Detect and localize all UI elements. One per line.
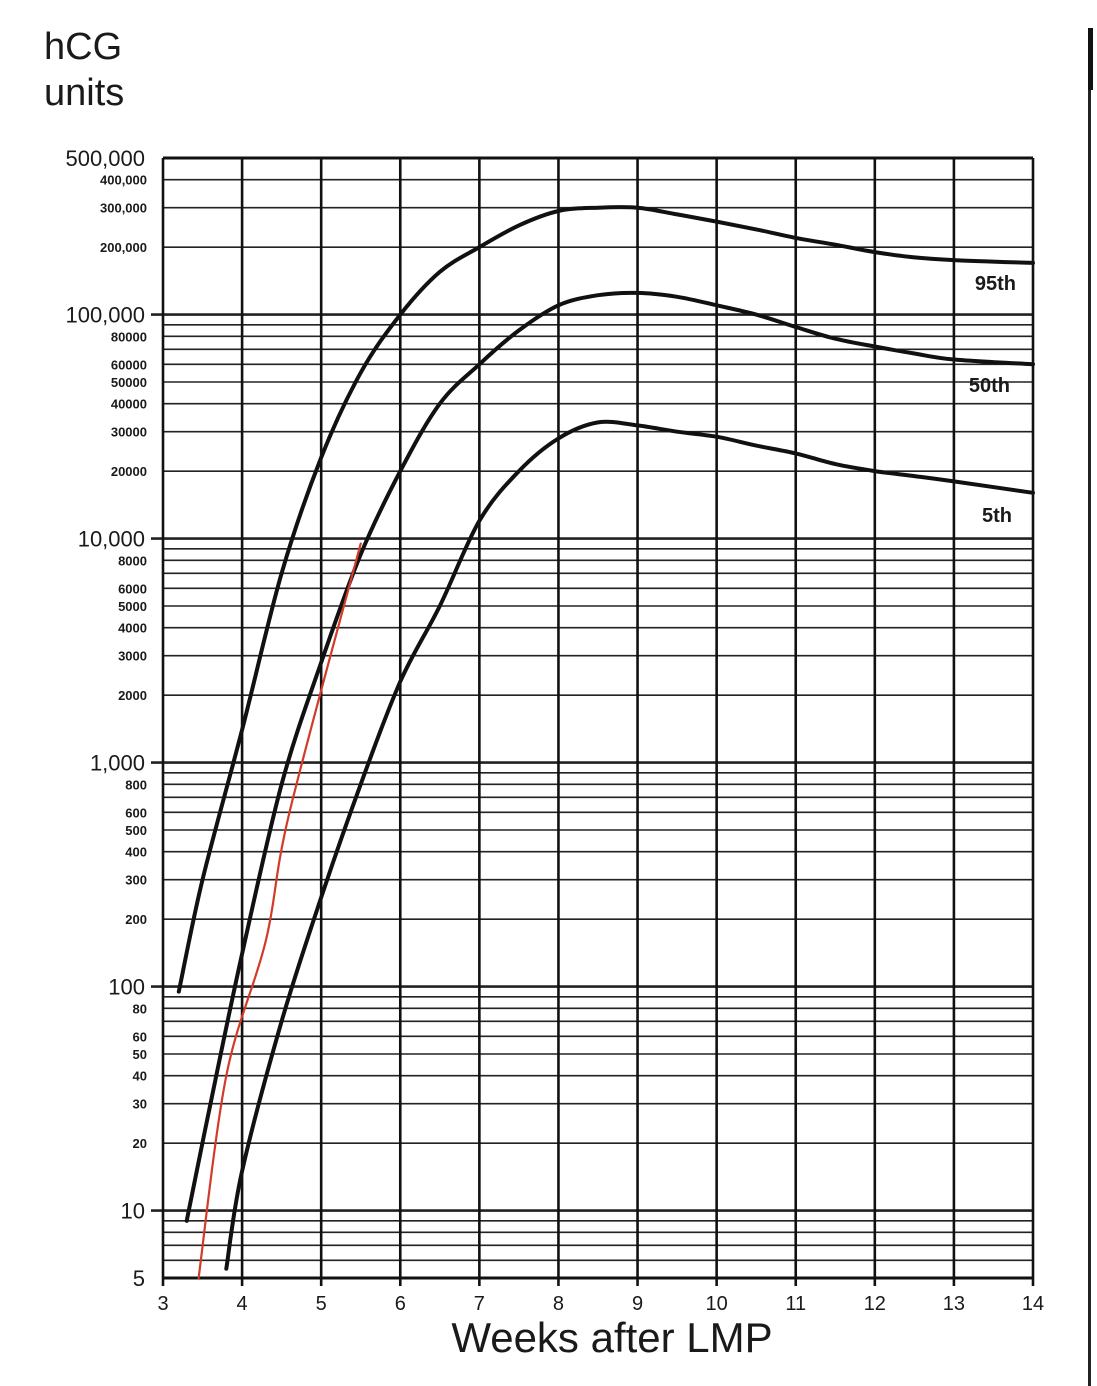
y-tick-label: 500	[125, 823, 147, 838]
y-tick-label: 5	[132, 1266, 145, 1291]
y-tick-label: 6000	[118, 581, 147, 597]
y-tick-label: 4000	[118, 620, 147, 636]
x-tick-label: 11	[785, 1293, 807, 1315]
x-tick-label: 10	[705, 1293, 728, 1315]
x-tick-label: 9	[631, 1293, 644, 1315]
y-tick-label: 1,000	[89, 750, 145, 776]
y-tick-label: 200	[125, 912, 147, 928]
x-tick-labels	[157, 1293, 1044, 1315]
y-tick-labels	[65, 146, 147, 1291]
y-tick-label: 5000	[118, 599, 147, 614]
y-axis-title-line2: units	[44, 72, 125, 114]
x-tick-label: 12	[863, 1293, 886, 1315]
y-tick-label: 300,000	[100, 200, 147, 216]
x-tick-label: 13	[942, 1293, 966, 1315]
y-tick-label: 10,000	[77, 526, 145, 552]
series-label-50th: 50th	[968, 375, 1010, 397]
series-line-red	[199, 544, 361, 1278]
y-tick-label: 40000	[110, 396, 147, 412]
x-tick-label: 3	[157, 1293, 169, 1315]
x-tick-label: 7	[473, 1293, 485, 1315]
y-tick-label: 600	[125, 805, 147, 821]
x-axis-title: Weeks after LMP	[451, 1314, 773, 1361]
y-tick-label: 50	[132, 1047, 147, 1062]
y-tick-label: 100	[108, 974, 145, 1000]
x-tick-label: 14	[1021, 1293, 1045, 1315]
x-tick-label: 6	[394, 1293, 406, 1315]
series-label-5th: 5th	[982, 505, 1012, 527]
grid-lines	[151, 158, 1033, 1286]
x-tick-label: 8	[552, 1293, 565, 1315]
y-tick-label: 100,000	[65, 302, 145, 328]
y-axis-title-line1: hCG	[44, 26, 123, 68]
y-tick-label: 300	[125, 872, 147, 888]
y-tick-label: 200,000	[100, 240, 147, 256]
y-tick-label: 80000	[110, 329, 147, 345]
y-tick-label: 60000	[110, 357, 147, 373]
y-tick-label: 50000	[110, 375, 147, 390]
y-tick-label: 80	[132, 1001, 147, 1017]
y-tick-label: 500,000	[65, 146, 145, 171]
y-tick-label: 30000	[110, 424, 147, 440]
y-tick-label: 20000	[110, 464, 147, 480]
y-tick-label: 20	[132, 1136, 147, 1152]
y-tick-label: 400,000	[100, 172, 147, 188]
x-tick-label: 4	[236, 1293, 248, 1315]
y-tick-label: 10	[120, 1198, 145, 1224]
series-label-95th: 95th	[974, 273, 1016, 295]
series-lines	[179, 207, 1033, 1278]
y-tick-label: 30	[132, 1096, 147, 1112]
y-tick-label: 2000	[118, 688, 147, 704]
y-tick-label: 40	[132, 1068, 147, 1084]
y-tick-label: 400	[125, 844, 147, 860]
y-tick-label: 3000	[118, 648, 147, 664]
y-tick-label: 800	[125, 777, 147, 793]
y-tick-label: 60	[132, 1029, 147, 1045]
y-tick-label: 8000	[118, 553, 147, 569]
x-tick-label: 5	[315, 1293, 327, 1315]
